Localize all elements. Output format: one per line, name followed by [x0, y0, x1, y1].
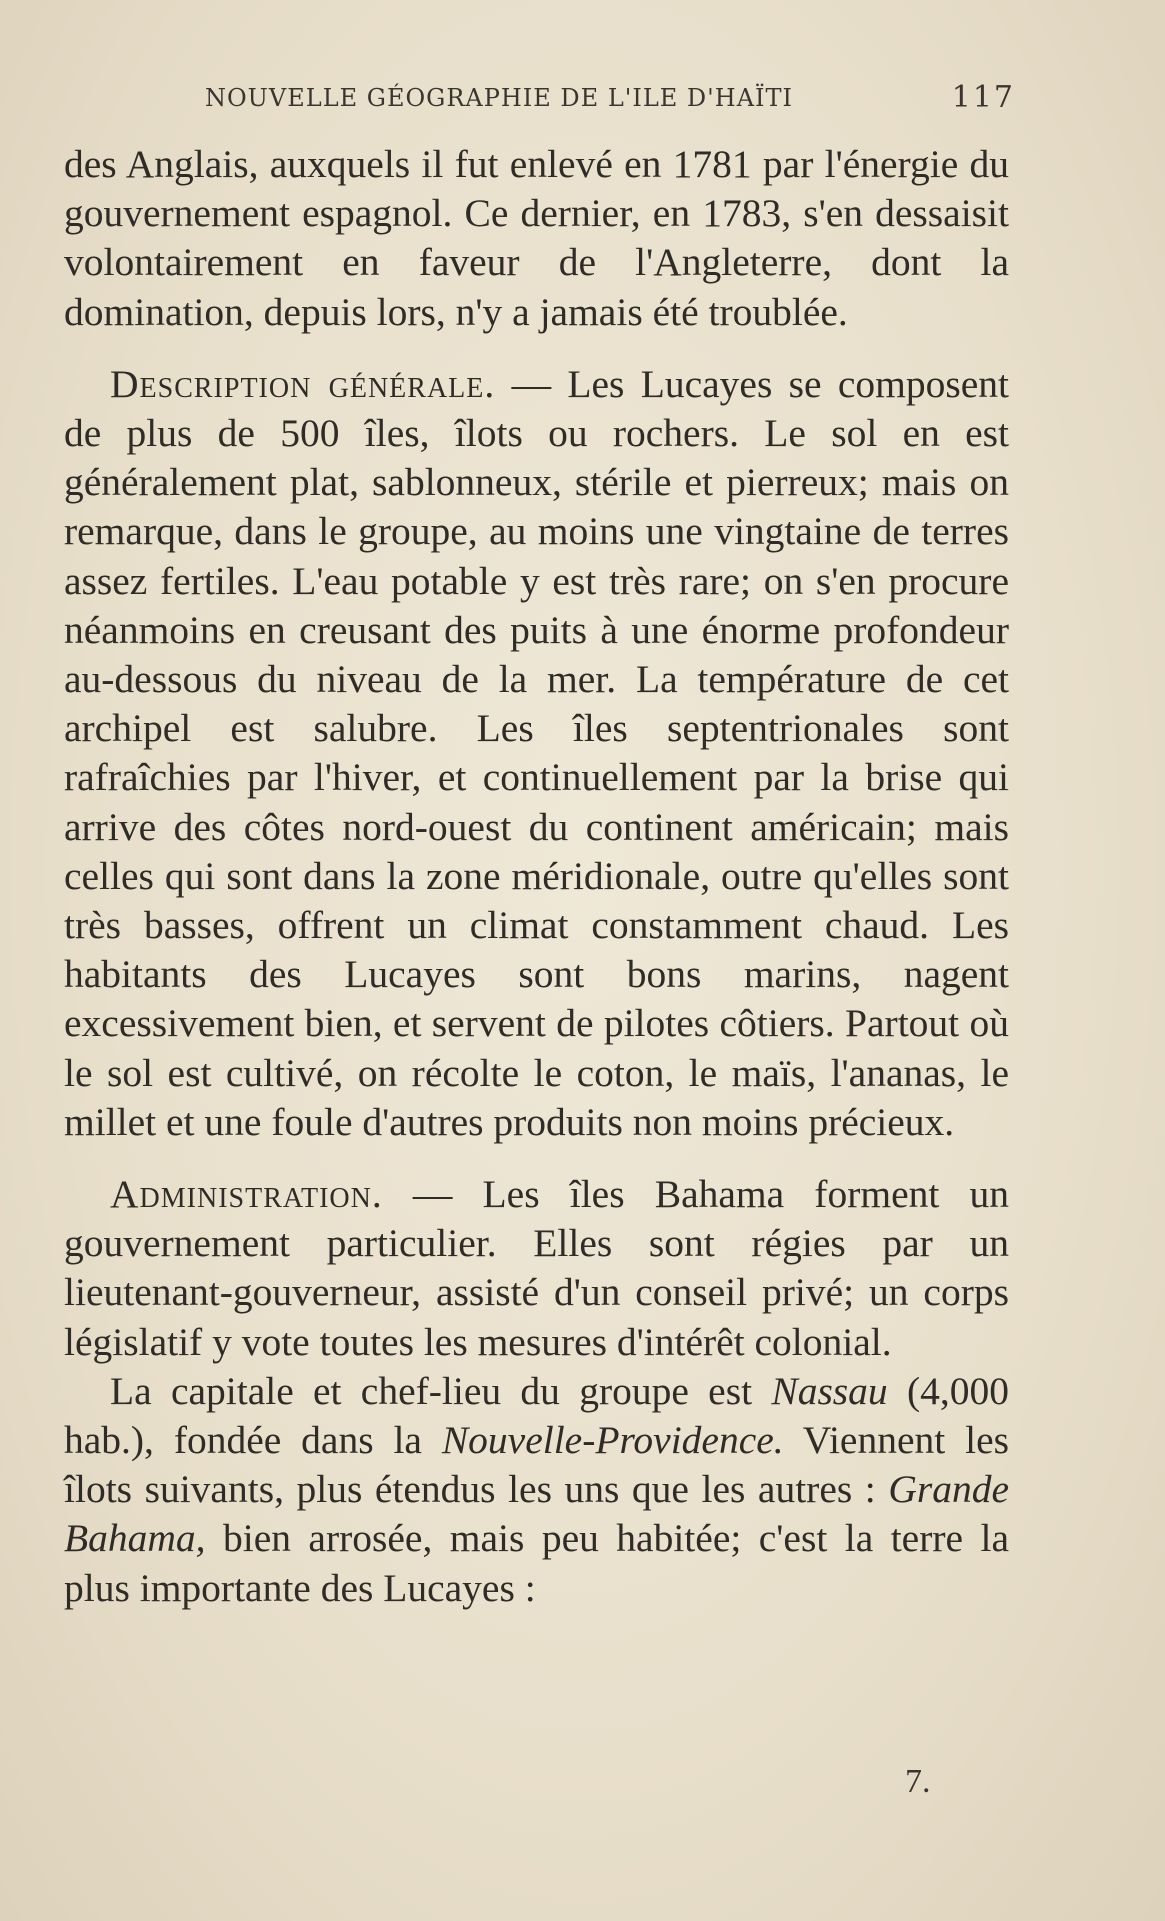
- signature-mark: 7.: [905, 1763, 931, 1800]
- text-run: Viennent les îlots suivants, plus étendus les uns que les autres :: [64, 1418, 1009, 1512]
- page-number: 117: [951, 80, 1015, 115]
- running-title: NOUVELLE GÉOGRAPHIE DE L'ILE D'HAÏTI: [205, 84, 793, 112]
- section-heading-administration: Administration.: [110, 1172, 383, 1217]
- place-nouvelle-providence: Nouvelle-Providence.: [441, 1418, 784, 1463]
- paragraph-description: [64, 360, 1009, 1147]
- place-nassau: Nassau: [771, 1368, 888, 1413]
- paragraph-description-text: — Les Lucayes se composent de plus de 500 îles, îlots ou rochers. Le sol en est généralement plat, sablonneux, stérile et pierreux; mais on remarque, dans le groupe, au moins une vingtaine de terres assez fertiles. L'eau potable y est très rare; on s'en procure néanmoins en creusant des puits à une énorme profondeur au-dessous du niveau de la mer. La température de cet archipel est salubre. Les îles septentrionales sont rafraîchies par l'hiver, et continuellement par la brise qui arrive des côtes nord-ouest du continent américain; mais celles qui sont dans la zone méridionale, outre qu'elles sont très basses, offrent un climat constamment chaud. Les habitants des Lucayes sont bons marins, nagent excessivement bien, et servent de pilotes côtiers. Partout où le sol est cultivé, on récolte le coton, le maïs, l'ananas, le millet et une foule d'autres produits non moins précieux.: [64, 361, 1009, 1144]
- text-run: (4,000 hab.), fondée dans la: [64, 1368, 1009, 1463]
- page-header: [205, 78, 1015, 118]
- paragraph-administration-text: — Les îles Bahama forment un gouvernement particulier. Elles sont régies par un lieutenant-gouverneur, assisté d'un conseil privé; un corps législatif y vote toutes les mesures d'intérêt colonial.: [64, 1172, 1009, 1364]
- place-grande-bahama: Grande Bahama,: [64, 1467, 1009, 1561]
- paragraph-continuation: des Anglais, auxquels il fut enlevé en 1781 par l'énergie du gouvernement espagnol. Ce dernier, en 1783, s'en dessaisit volontairement en faveur de l'Angleterre, dont la domination, depuis lors, n'y a jamais été troublée.: [64, 142, 1009, 334]
- text-run: La capitale et chef-lieu du groupe est: [110, 1368, 772, 1413]
- section-heading-description: Description générale.: [110, 361, 496, 406]
- text-run: bien arrosée, mais peu habitée; c'est la terre la plus importante des Lucayes :: [64, 1516, 1009, 1610]
- body-text: [64, 140, 1009, 1613]
- paragraph-administration: [64, 1170, 1009, 1367]
- paragraph-capital: [64, 1367, 1009, 1613]
